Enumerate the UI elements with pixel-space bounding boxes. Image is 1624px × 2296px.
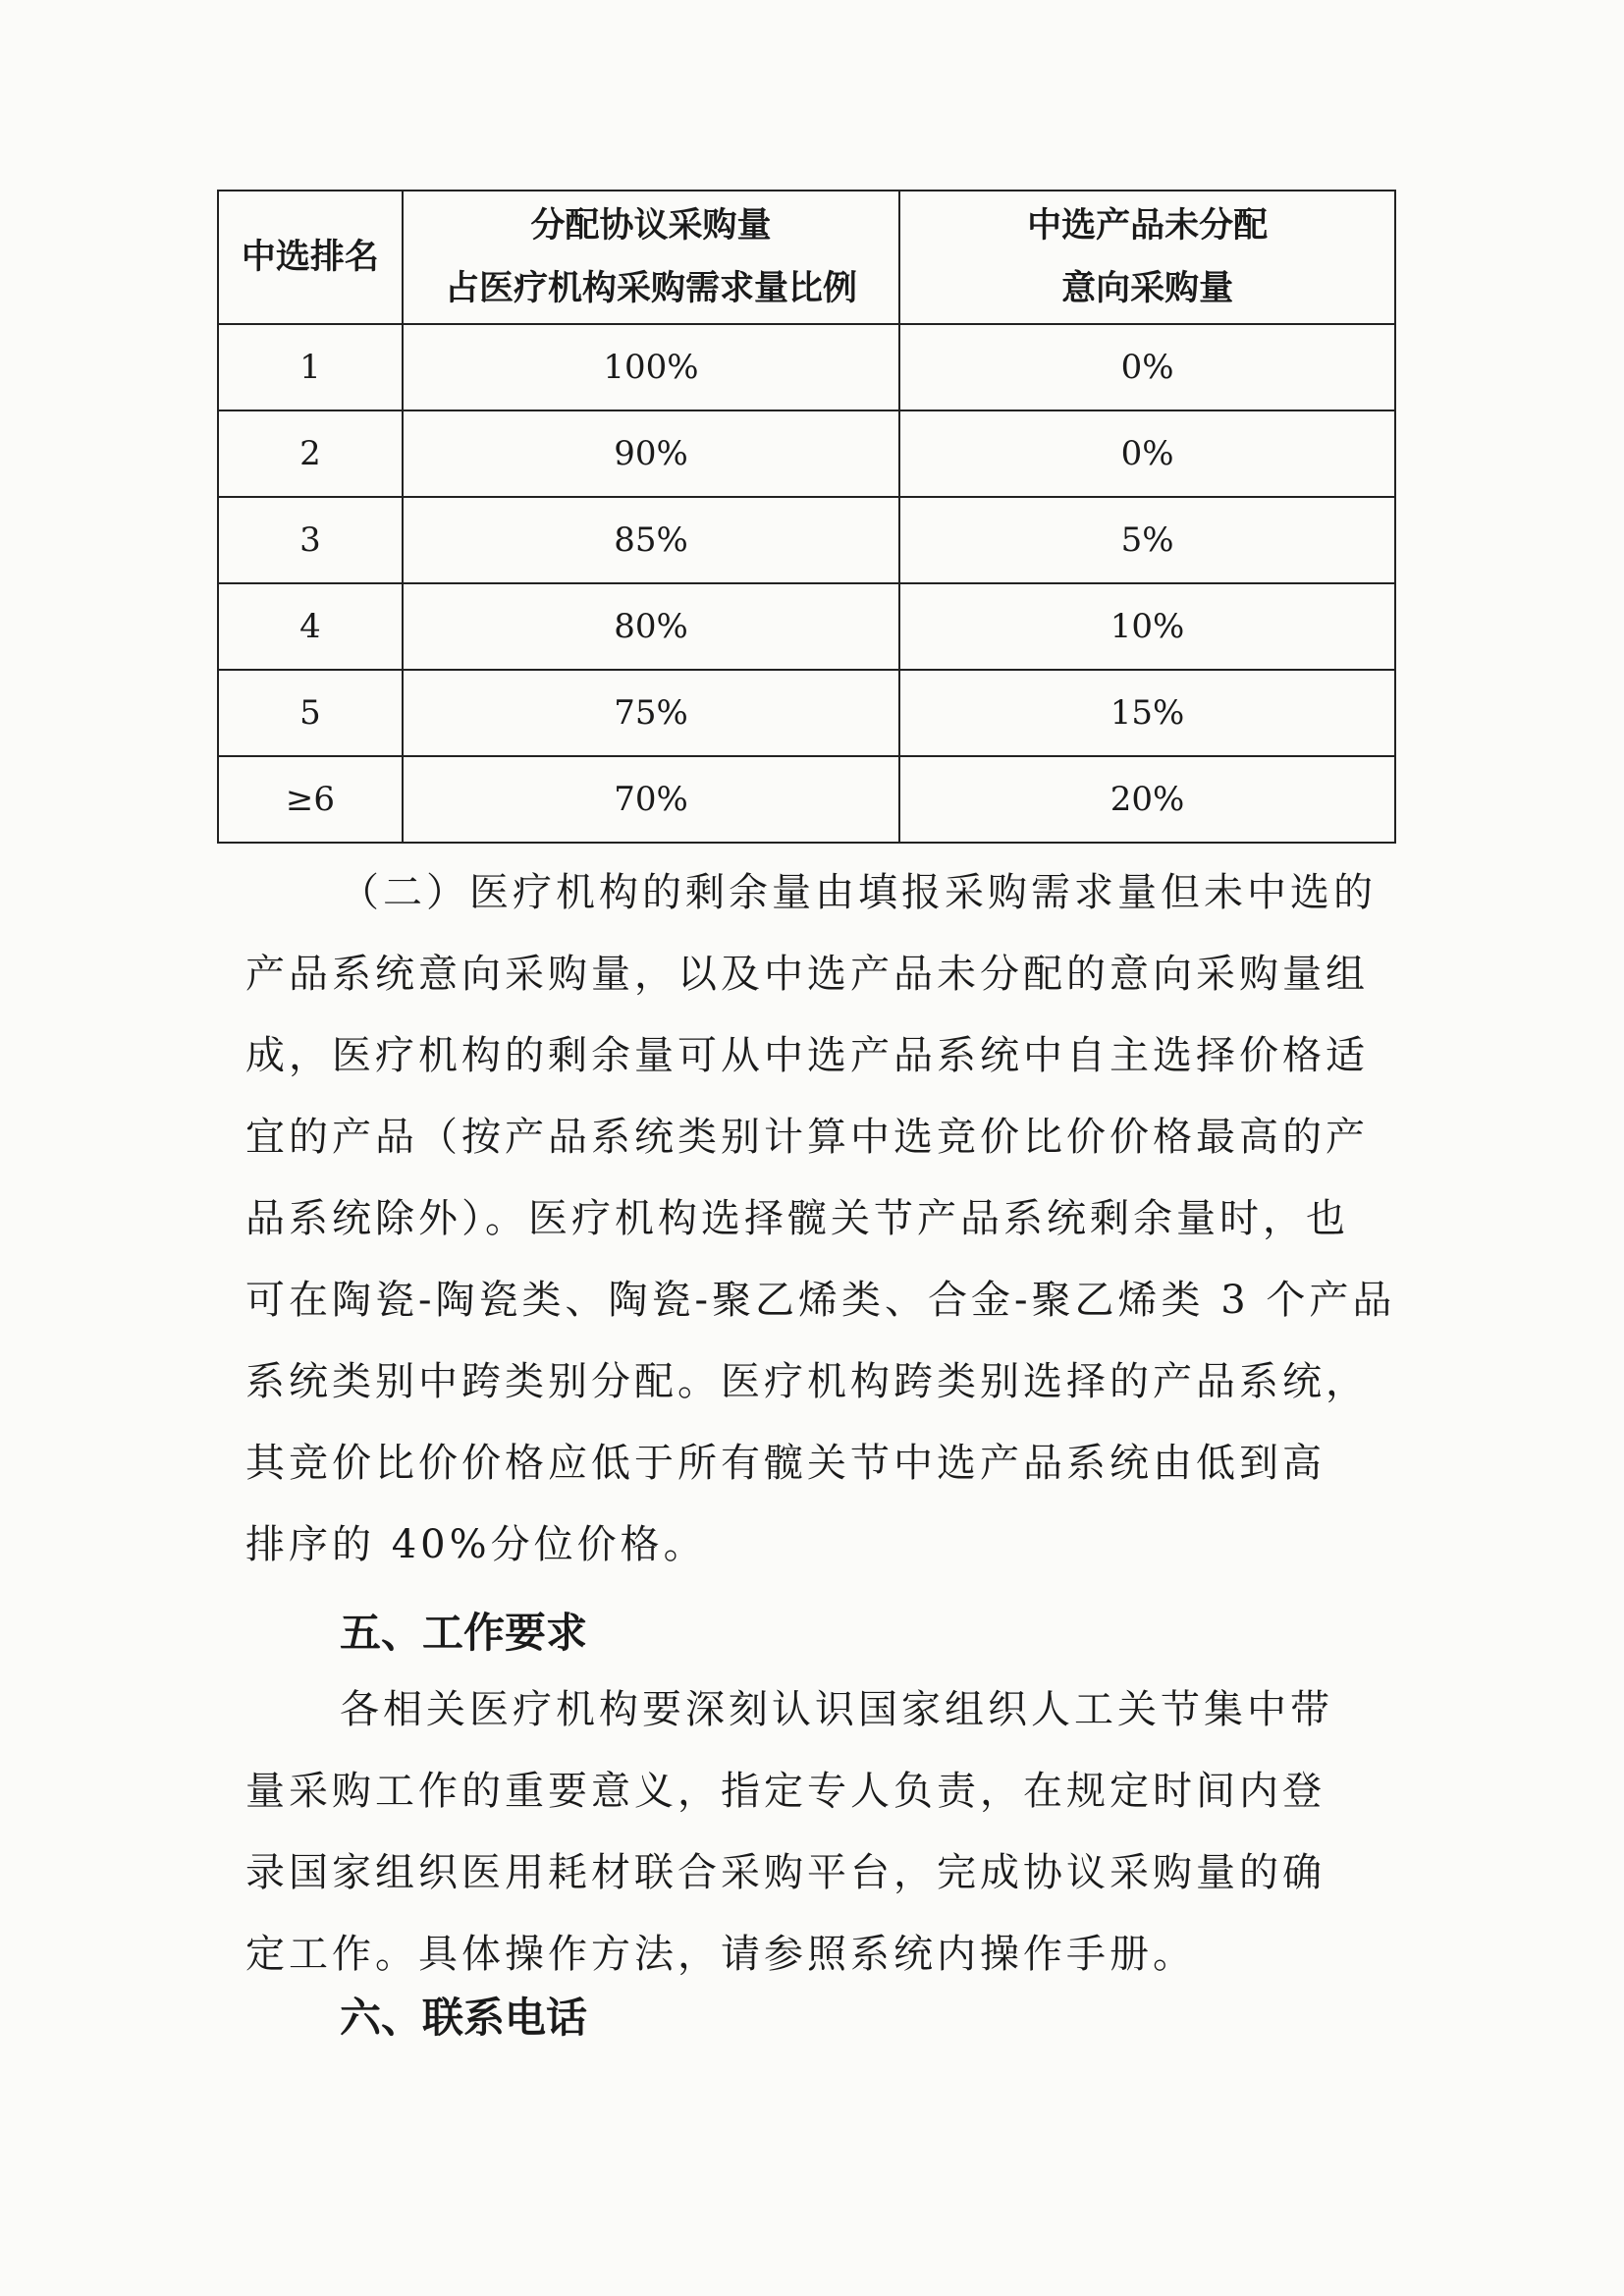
cell-unallocated: 20% — [899, 756, 1395, 843]
cell-unallocated: 5% — [899, 497, 1395, 583]
header-unallocated: 中选产品未分配 意向采购量 — [899, 191, 1395, 324]
cell-unallocated: 10% — [899, 583, 1395, 670]
cell-unallocated: 0% — [899, 324, 1395, 410]
cell-ratio: 85% — [403, 497, 899, 583]
cell-unallocated: 0% — [899, 410, 1395, 497]
cell-ratio: 80% — [403, 583, 899, 670]
table-row — [218, 324, 1395, 410]
paragraph-remaining-volume — [245, 852, 1396, 1586]
cell-unallocated: 15% — [899, 670, 1395, 756]
text-line: 宜的产品（按产品系统类别计算中选竞价比价价格最高的产 — [245, 1115, 1369, 1160]
text-line: 其竞价比价价格应低于所有髋关节中选产品系统由低到高 — [245, 1441, 1326, 1486]
text-line: 量采购工作的重要意义，指定专人负责，在规定时间内登 — [245, 1769, 1326, 1814]
table-row — [218, 410, 1395, 497]
text-line: 系统类别中跨类别分配。医疗机构跨类别选择的产品系统， — [245, 1359, 1369, 1404]
cell-rank: 2 — [218, 410, 403, 497]
cell-rank: ≥6 — [218, 756, 403, 843]
text-line: 可在陶瓷-陶瓷类、陶瓷-聚乙烯类、合金-聚乙烯类 3 个产品 — [245, 1278, 1396, 1323]
text-line: 排序的 40%分位价格。 — [245, 1522, 707, 1567]
text-line: 定工作。具体操作方法，请参照系统内操作手册。 — [245, 1932, 1196, 1977]
table-row — [218, 497, 1395, 583]
cell-rank: 1 — [218, 324, 403, 410]
paragraph-work-requirements — [245, 1669, 1375, 1995]
table-row — [218, 583, 1395, 670]
header-rank: 中选排名 — [218, 191, 403, 324]
table-header-row — [218, 191, 1395, 324]
table-row — [218, 756, 1395, 843]
text-line: 产品系统意向采购量，以及中选产品未分配的意向采购量组 — [245, 952, 1369, 997]
text-line: （二）医疗机构的剩余量由填报采购需求量但未中选的 — [340, 870, 1377, 915]
text-line: 品系统除外）。医疗机构选择髋关节产品系统剩余量时，也 — [245, 1196, 1349, 1241]
cell-ratio: 75% — [403, 670, 899, 756]
text-line: 录国家组织医用耗材联合采购平台，完成协议采购量的确 — [245, 1850, 1326, 1895]
cell-ratio: 90% — [403, 410, 899, 497]
cell-rank: 5 — [218, 670, 403, 756]
cell-rank: 4 — [218, 583, 403, 670]
cell-rank: 3 — [218, 497, 403, 583]
table-row — [218, 670, 1395, 756]
cell-ratio: 70% — [403, 756, 899, 843]
cell-ratio: 100% — [403, 324, 899, 410]
section-heading-work-requirements: 五、工作要求 — [340, 1609, 588, 1657]
section-heading-contact-phone: 六、联系电话 — [340, 1994, 588, 2042]
text-line: 各相关医疗机构要深刻认识国家组织人工关节集中带 — [340, 1687, 1333, 1732]
allocation-table — [217, 190, 1396, 844]
header-ratio: 分配协议采购量 占医疗机构采购需求量比例 — [403, 191, 899, 324]
text-line: 成，医疗机构的剩余量可从中选产品系统中自主选择价格适 — [245, 1033, 1369, 1078]
